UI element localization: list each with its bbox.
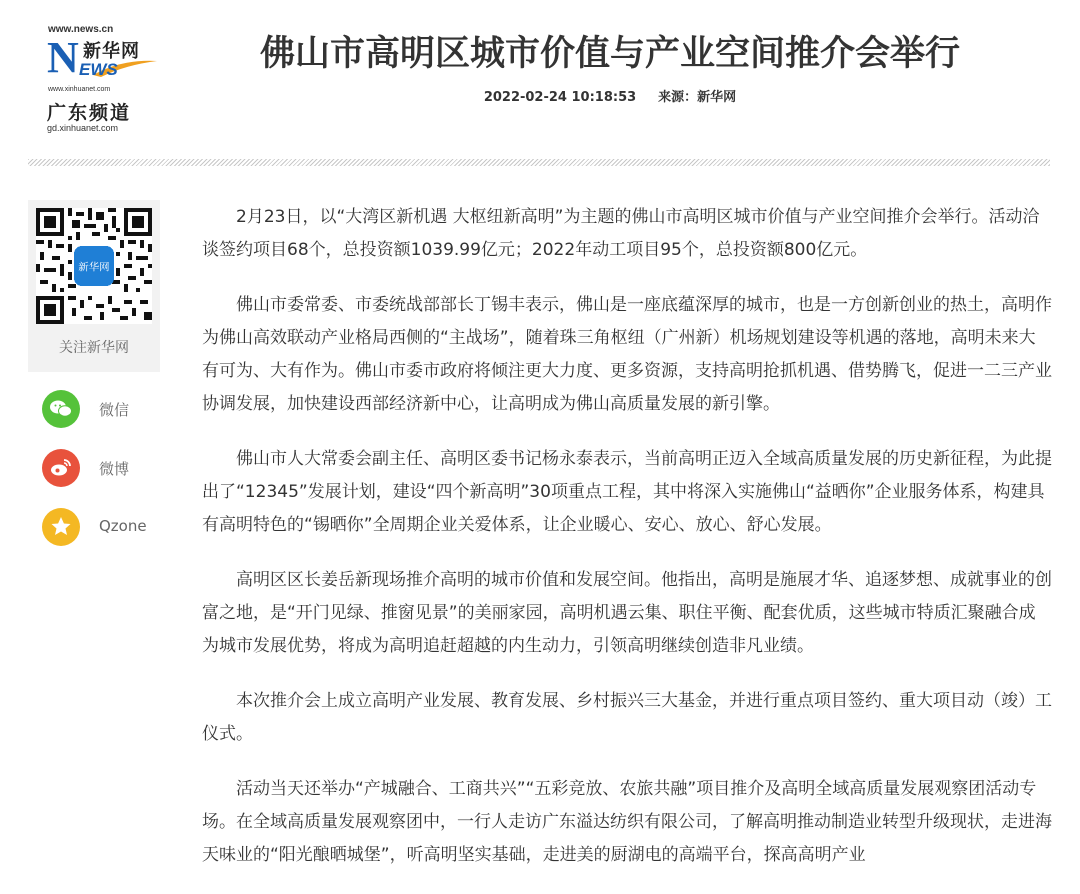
- article-paragraph: 高明区区长姜岳新现场推介高明的城市价值和发展空间。他指出，高明是施展才华、追逐梦想、成就事业的创富之地，是“开门见绿、推窗见景”的美丽家园，高明机遇云集、职住平衡、配套优质，这些城市特质汇聚融合成为城市发展优势，将成为高明追赶超越的内生动力，引领高明继续创造非凡业绩。: [202, 570, 1052, 656]
- share-qzone-label: Qzone: [99, 517, 147, 535]
- qr-code: [36, 208, 152, 324]
- qzone-icon: [42, 508, 80, 546]
- logo-n-letter: N: [47, 33, 79, 82]
- xinhua-logo[interactable]: [45, 24, 165, 136]
- share-weibo-button[interactable]: [42, 449, 172, 489]
- weibo-icon: [42, 449, 80, 487]
- share-sidebar: [28, 200, 160, 535]
- logo-channel: 广东频道: [47, 102, 132, 124]
- article-paragraph: 佛山市委常委、市委统战部部长丁锡丰表示，佛山是一座底蕴深厚的城市，也是一方创新创业的热土，高明作为佛山高效联动产业格局西侧的“主战场”，随着珠三角枢纽（广州新）机场规划建设等机遇的落地，高明未来大有可为、大有作为。佛山市委市政府将倾注更大力度、更多资源，支持高明抢抓机遇、借势腾飞，促进一二三产业协调发展，加快建设西部经济新中心，让高明成为佛山高质量发展的新引擎。: [202, 295, 1052, 414]
- qr-panel: [28, 200, 160, 372]
- logo-url-gd: gd.xinhuanet.com: [47, 123, 119, 133]
- logo-url-xinhuanet: www.xinhuanet.com: [48, 86, 111, 93]
- qr-badge-text: 新华网: [78, 261, 110, 274]
- article-meta: [200, 86, 1020, 105]
- logo-xinhua: 新华网: [83, 41, 140, 62]
- logo-ews: EWS: [79, 60, 118, 79]
- share-wechat-button[interactable]: [42, 390, 172, 430]
- article-paragraph: 本次推介会上成立高明产业发展、教育发展、乡村振兴三大基金，并进行重点项目签约、重大项目动（竣）工仪式。: [202, 691, 1052, 744]
- wechat-icon: [42, 390, 80, 428]
- article-title: 佛山市高明区城市价值与产业空间推介会举行: [259, 34, 960, 74]
- logo-url-news: www.news.cn: [48, 24, 114, 35]
- header-divider: [28, 159, 1050, 166]
- share-weibo-label: 微博: [99, 460, 130, 478]
- article-paragraph: 2月23日，以“大湾区新机遇 大枢纽新高明”为主题的佛山市高明区城市价值与产业空间推介会举行。活动洽谈签约项目68个，总投资额1039.99亿元；2022年动工项目95个，总投资额800亿元。: [202, 207, 1040, 260]
- article-paragraph: 佛山市人大常委会副主任、高明区委书记杨永泰表示，当前高明正迈入全域高质量发展的历史新征程，为此提出了“12345”发展计划，建设“四个新高明”30项重点工程，其中将深入实施佛山“益晒你”企业服务体系，构建具有高明特色的“锡晒你”全周期企业关爱体系，让企业暖心、安心、放心、舒心发展。: [202, 449, 1052, 535]
- page-header: [0, 0, 1080, 160]
- qr-caption: 关注新华网: [59, 340, 129, 356]
- article-date: 2022-02-24 10:18:53: [483, 90, 637, 105]
- article-paragraph: 活动当天还举办“产城融合、工商共兴”“五彩竞放、农旅共融”项目推介及高明全域高质量发展观察团活动专场。在全域高质量发展观察团中，一行人走访广东溢达纺织有限公司，了解高明推动制造业转型升级现状，走进海天味业的“阳光酿晒城堡”，听高明坚实基础，走进美的厨湖电的高端平台，探高高明产业: [202, 779, 1052, 865]
- article-body: [202, 201, 1052, 894]
- share-wechat-label: 微信: [99, 401, 130, 419]
- share-qzone-button[interactable]: [42, 508, 172, 548]
- article-source: 来源：新华网: [658, 90, 737, 105]
